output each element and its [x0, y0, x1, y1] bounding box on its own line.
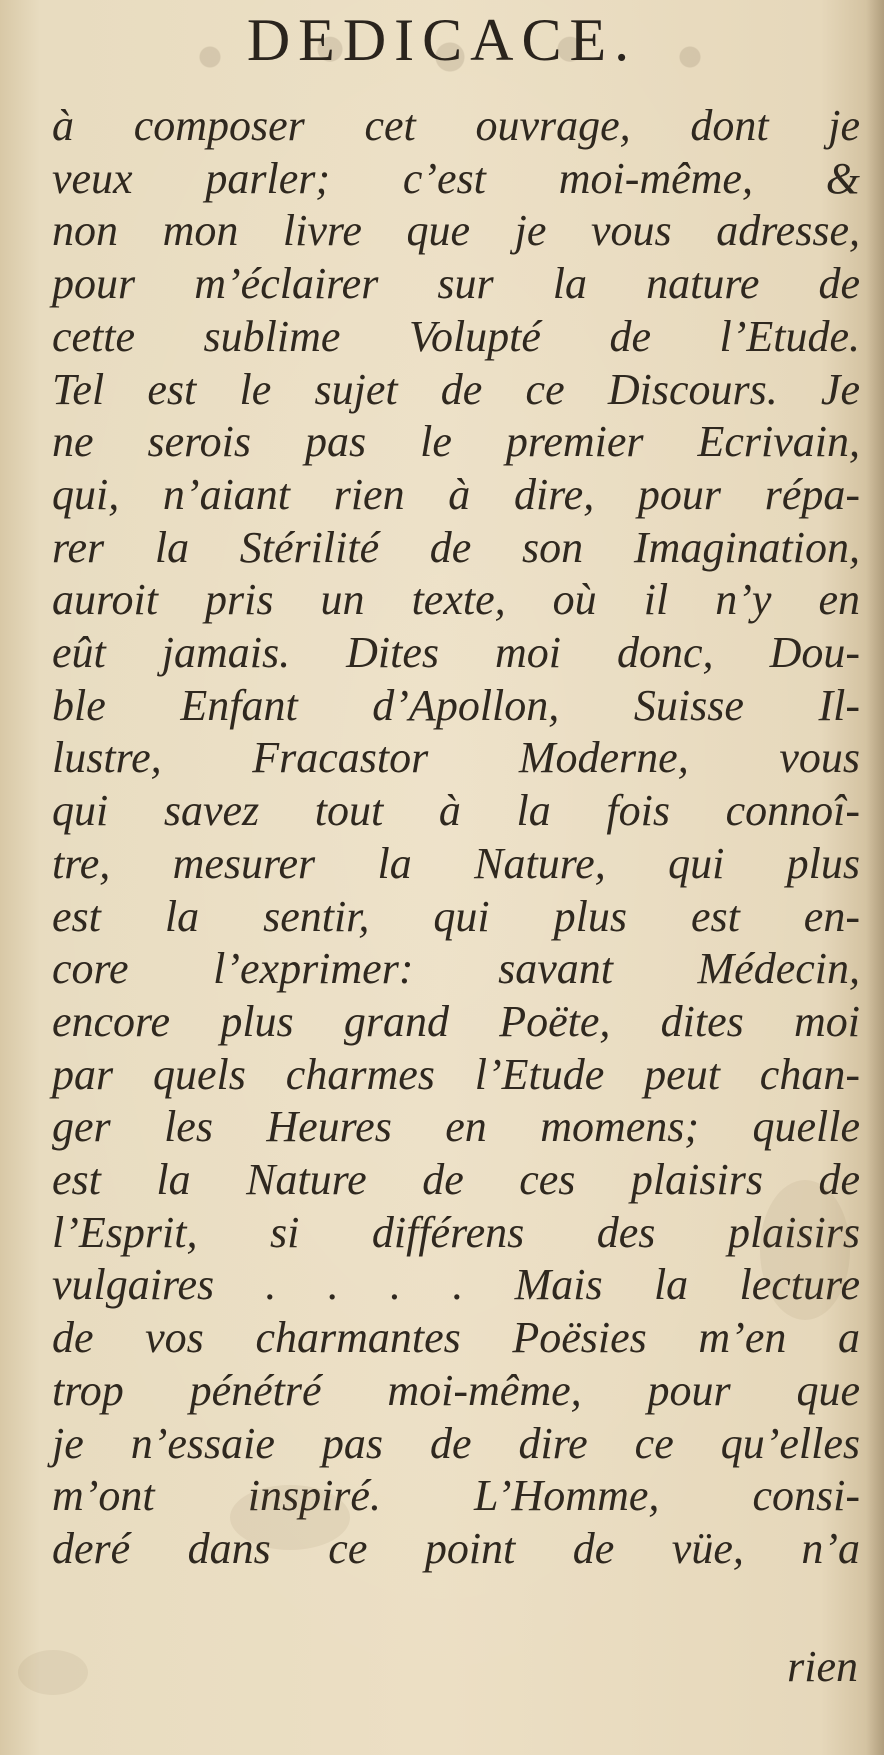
text-line: tre, mesurer la Nature, qui plus [52, 838, 860, 888]
text-line: veux parler; c’est moi-même, & [52, 153, 860, 203]
text-line: à composer cet ouvrage, dont je [52, 101, 860, 150]
body-text [52, 100, 860, 1576]
text-line: ne serois pas le premier Ecrivain, [52, 417, 860, 467]
text-line: Tel est le sujet de ce Discours. Je [52, 364, 860, 414]
text-line: eût jamais. Dites moi donc, Dou- [52, 628, 860, 678]
paper-stain [760, 1180, 850, 1320]
catchword: rien [787, 1642, 858, 1691]
paper-stain [18, 1650, 88, 1695]
text-line: lustre, Fracastor Moderne, vous [52, 733, 860, 783]
page-heading: DEDICACE. [246, 7, 638, 73]
text-line: est la Nature de ces plaisirs de [52, 1155, 860, 1205]
text-line: rer la Stérilité de son Imagination, [52, 522, 860, 572]
text-line: pour m’éclairer sur la nature de [52, 259, 860, 309]
text-line: ble Enfant d’Apollon, Suisse Il- [52, 680, 860, 730]
text-line: par quels charmes l’Etude peut chan- [52, 1049, 860, 1099]
text-line: m’ont inspiré. L’Homme, consi- [52, 1471, 860, 1521]
text-line: cette sublime Volupté de l’Etude. [52, 311, 860, 361]
paper-stain [230, 1485, 350, 1550]
text-line: qui, n’aiant rien à dire, pour répa- [52, 469, 860, 519]
text-line: encore plus grand Poëte, dites moi [52, 996, 860, 1046]
text-line: auroit pris un texte, où il n’y en [52, 575, 860, 625]
text-line: vulgaires . . . . Mais la lecture [52, 1260, 860, 1310]
text-line: trop pénétré moi-même, pour que [52, 1365, 860, 1415]
text-line: je n’essaie pas de dire ce qu’elles [52, 1418, 860, 1468]
text-line: non mon livre que je vous adresse, [52, 206, 860, 256]
text-line: ger les Heures en momens; quelle [52, 1102, 860, 1152]
page-edge-shadow [866, 0, 884, 1755]
text-line: est la sentir, qui plus est en- [52, 891, 860, 941]
text-line: de vos charmantes Poësies m’en a [52, 1313, 860, 1363]
text-line: l’Esprit, si différens des plaisirs [52, 1207, 860, 1257]
text-line: core l’exprimer: savant Médecin, [52, 944, 860, 994]
text-line: qui savez tout à la fois connoî- [52, 786, 860, 836]
text-line: deré dans ce point de vüe, n’a [52, 1523, 860, 1573]
